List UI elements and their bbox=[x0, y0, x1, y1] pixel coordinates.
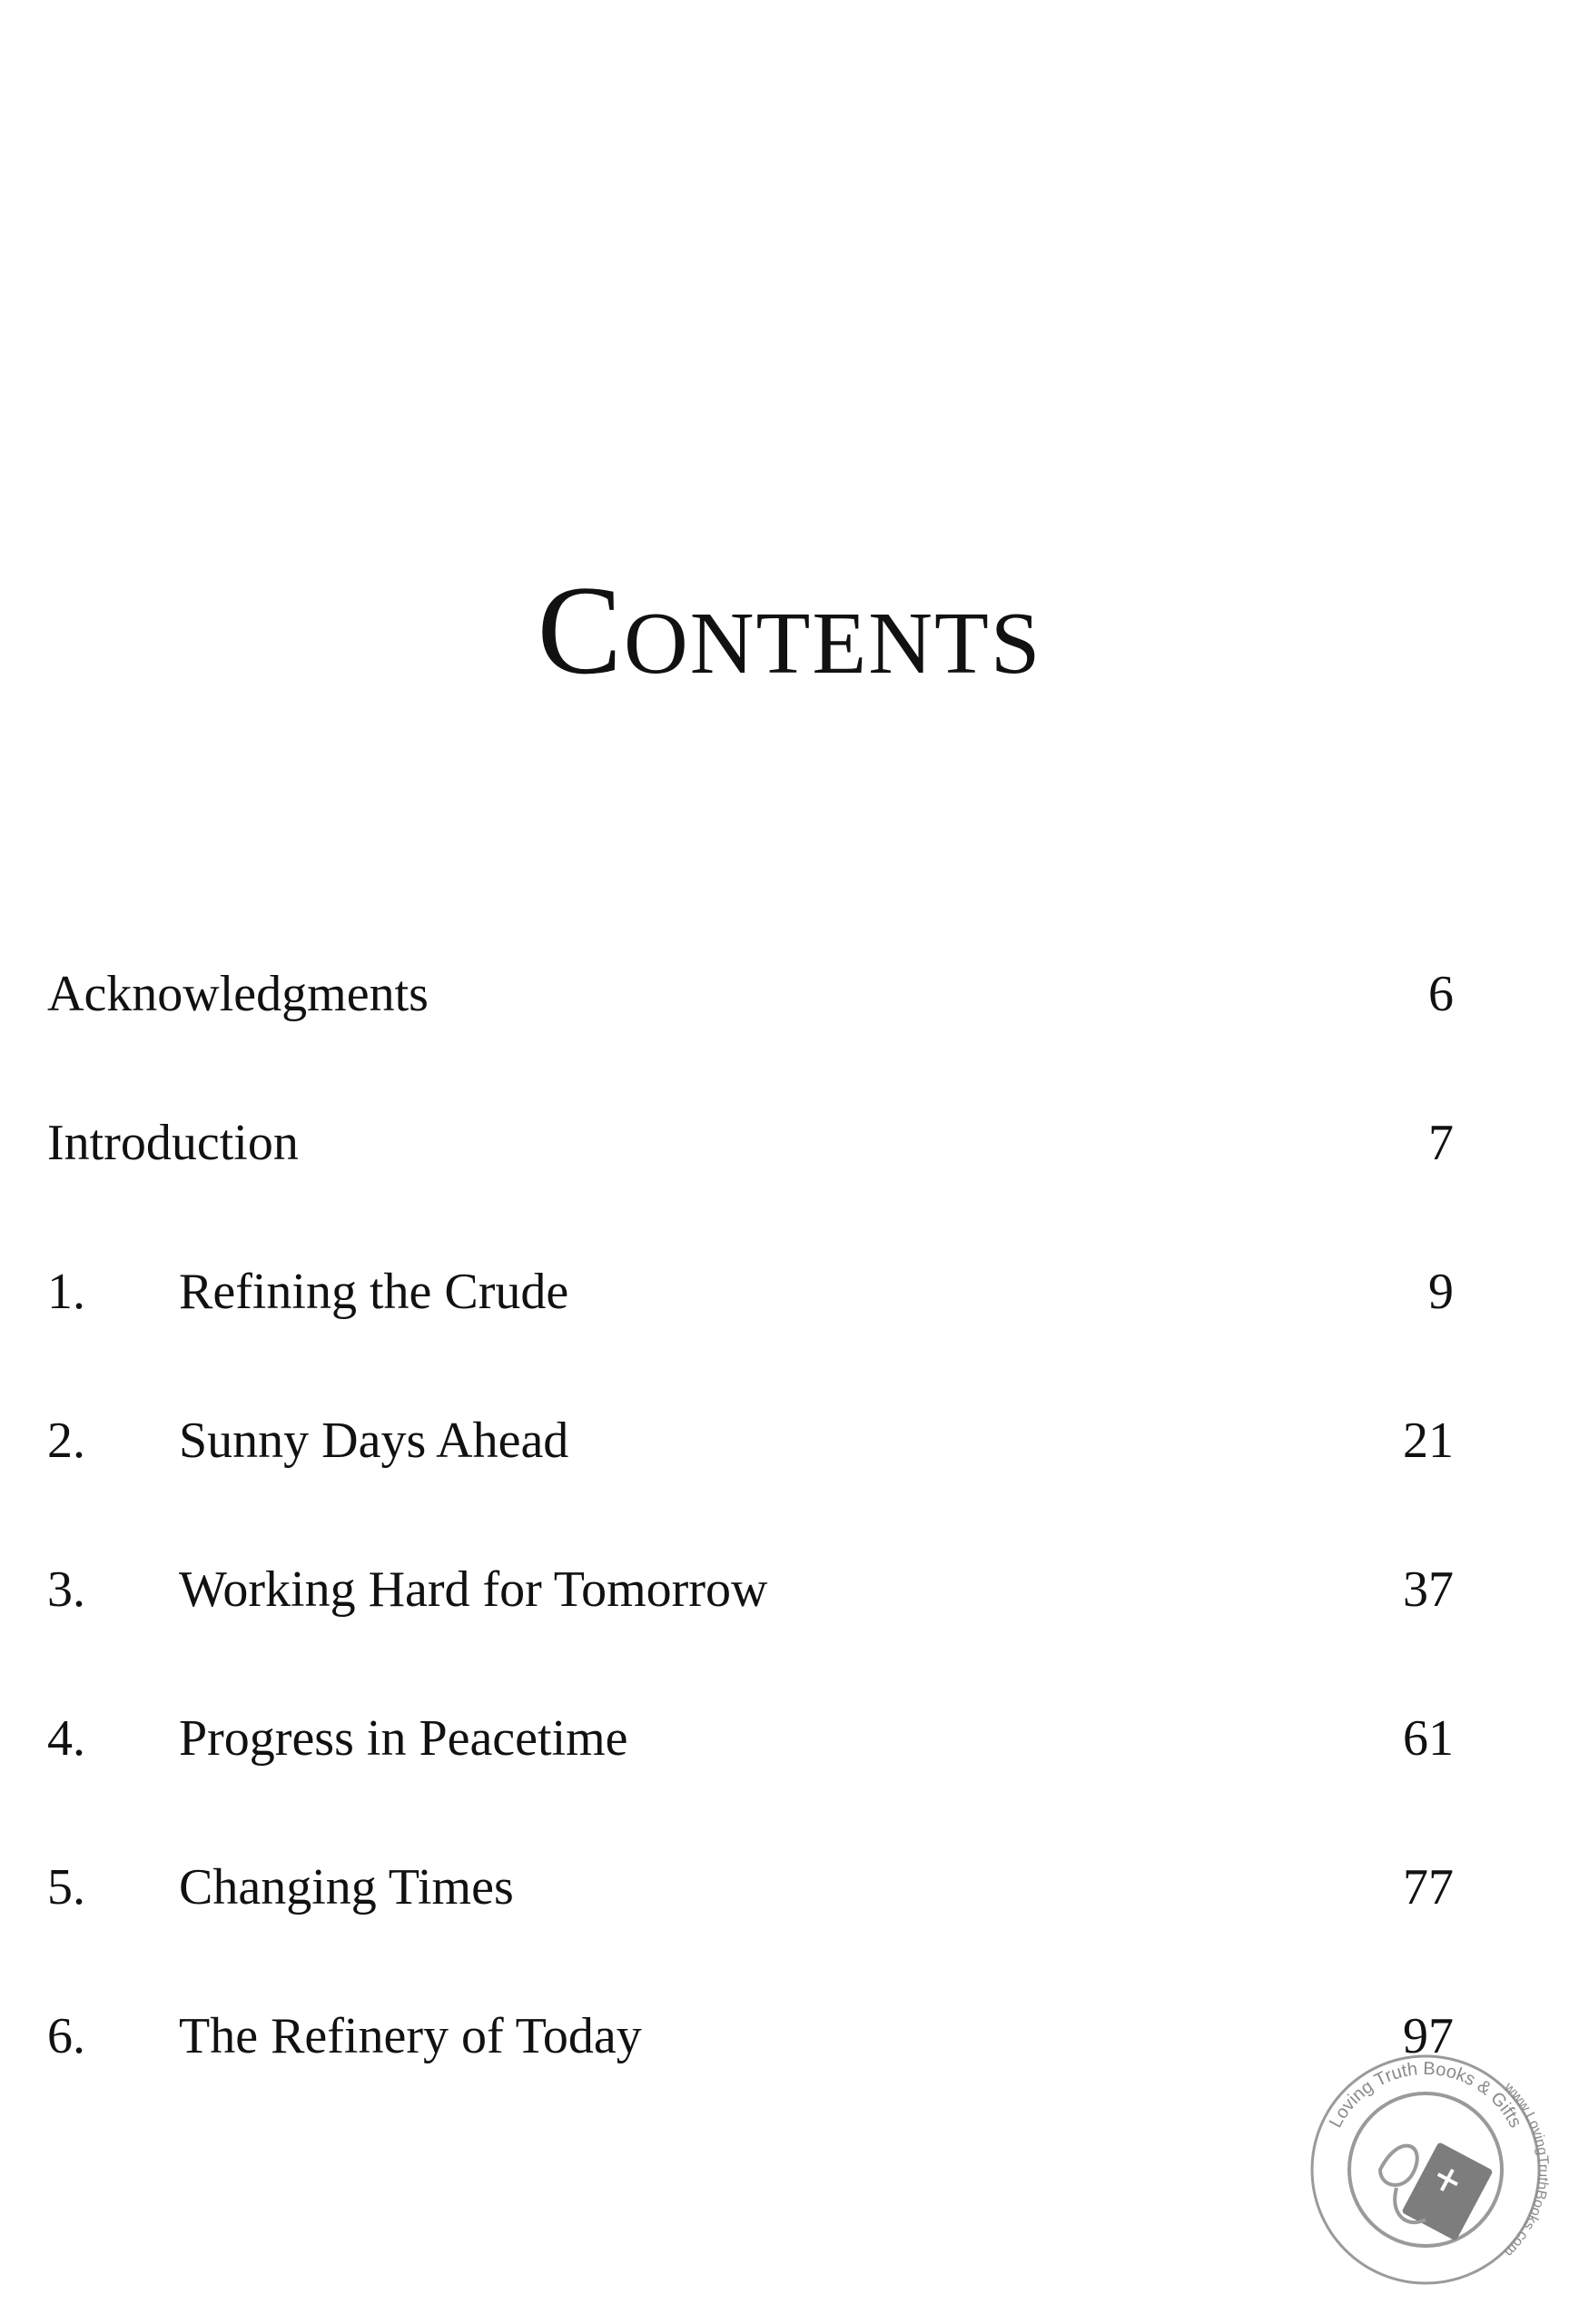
toc-entry-title: Introduction bbox=[47, 1115, 299, 1171]
toc-entry-page: 37 bbox=[1403, 1561, 1454, 1618]
toc-entry-page: 7 bbox=[1428, 1115, 1454, 1171]
toc-entry-acknowledgments[interactable] bbox=[47, 940, 1454, 1088]
toc-entry-title: Refining the Crude bbox=[179, 1264, 569, 1320]
toc-entry-title: Changing Times bbox=[179, 1859, 514, 1915]
toc-entry-number: 5. bbox=[47, 1859, 85, 1915]
toc-entry-chapter-4[interactable] bbox=[47, 1684, 1454, 1833]
toc-entry-title: Working Hard for Tomorrow bbox=[179, 1561, 768, 1618]
stamp-top-text: Loving Truth Books & Gifts bbox=[1325, 2058, 1526, 2132]
toc-entry-chapter-3[interactable] bbox=[47, 1535, 1454, 1684]
table-of-contents bbox=[47, 940, 1454, 2131]
toc-entry-number: 4. bbox=[47, 1710, 85, 1767]
stamp-side-text: www.LovingTruthBooks.com bbox=[1500, 2080, 1552, 2260]
toc-entry-title: Progress in Peacetime bbox=[179, 1710, 628, 1767]
toc-entry-chapter-1[interactable] bbox=[47, 1237, 1454, 1386]
toc-entry-chapter-5[interactable] bbox=[47, 1833, 1454, 1982]
toc-entry-page: 77 bbox=[1403, 1859, 1454, 1915]
page-title: Contents bbox=[537, 560, 1042, 701]
watermark-stamp bbox=[1289, 2034, 1562, 2306]
toc-entry-title: Acknowledgments bbox=[47, 966, 429, 1022]
toc-entry-chapter-2[interactable] bbox=[47, 1386, 1454, 1535]
toc-entry-page: 6 bbox=[1428, 966, 1454, 1022]
toc-entry-page: 97 bbox=[1403, 2008, 1454, 2064]
toc-entry-page: 61 bbox=[1403, 1710, 1454, 1767]
toc-entry-chapter-6[interactable] bbox=[47, 1982, 1454, 2131]
toc-entry-title: Sunny Days Ahead bbox=[179, 1413, 569, 1469]
toc-entry-number: 3. bbox=[47, 1561, 85, 1618]
toc-entry-number: 6. bbox=[47, 2008, 85, 2064]
toc-entry-page: 9 bbox=[1428, 1264, 1454, 1320]
toc-entry-number: 1. bbox=[47, 1264, 85, 1320]
toc-entry-title: The Refinery of Today bbox=[179, 2008, 642, 2064]
toc-entry-introduction[interactable] bbox=[47, 1088, 1454, 1237]
toc-entry-number: 2. bbox=[47, 1413, 85, 1469]
toc-entry-page: 21 bbox=[1403, 1413, 1454, 1469]
